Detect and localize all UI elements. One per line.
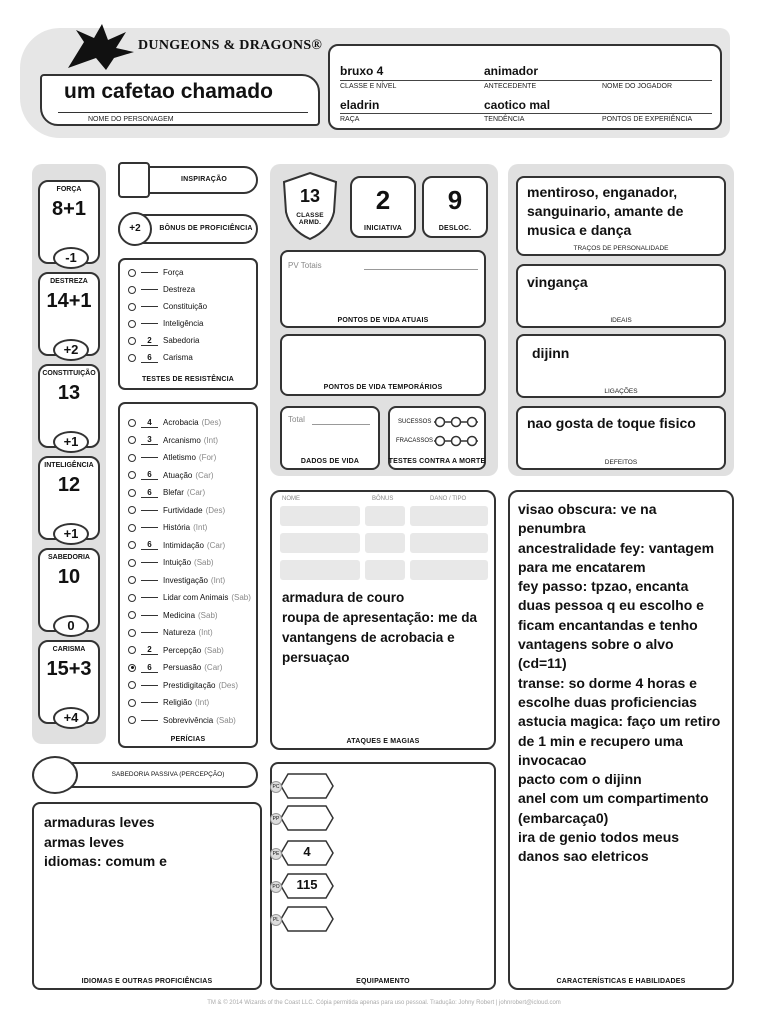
hit-dice-total-line xyxy=(312,424,370,425)
equipment-label: EQUIPAMENTO xyxy=(356,978,410,985)
armor-class-label: CLASSE ARMD. xyxy=(296,212,324,226)
proficiencies-label: IDIOMAS E OUTRAS PROFICIÊNCIAS xyxy=(81,978,213,985)
feature-line: danos sao eletricos xyxy=(518,848,649,865)
skill-row[interactable] xyxy=(128,484,205,501)
skill-name: Percepção xyxy=(163,645,202,655)
inspiration-value-box[interactable] xyxy=(118,162,150,198)
skill-name: Natureza xyxy=(163,628,196,637)
feature-line: pacto com o dijinn xyxy=(518,771,642,788)
attacks-notes[interactable] xyxy=(282,588,492,668)
skill-name: História xyxy=(163,523,191,532)
ability-modifier[interactable]: +1 xyxy=(53,523,89,545)
skills-box xyxy=(118,402,258,748)
skill-row[interactable] xyxy=(128,554,214,571)
initiative-label: INICIATIVA xyxy=(364,225,402,232)
skill-attr: (Car) xyxy=(204,663,223,672)
ability-modifier[interactable]: 0 xyxy=(53,615,89,637)
death-saves-label: TESTES CONTRA A MORTE xyxy=(388,458,486,465)
skill-attr: (Car) xyxy=(206,540,226,550)
trait-line: mentiroso, enganador, xyxy=(527,184,678,200)
saving-throw-value[interactable] xyxy=(141,323,158,324)
feature-line: ancestralidade fey: vantagem xyxy=(518,539,715,556)
proficiency-label: BÔNUS DE PROFICIÊNCIA xyxy=(159,225,253,232)
attack-bonus-cell[interactable] xyxy=(365,560,405,580)
skill-name: Atuação xyxy=(163,470,193,480)
character-name-label: NOME DO PERSONAGEM xyxy=(88,116,174,123)
ability-name: CONSTITUIÇÃO xyxy=(42,370,96,377)
skill-value[interactable]: 6 xyxy=(141,470,158,480)
skills-label: PERÍCIAS xyxy=(170,736,206,743)
skill-row[interactable] xyxy=(128,537,225,554)
attacks-col-damage: DANO / TIPO xyxy=(430,496,467,502)
ability-modifier[interactable]: +4 xyxy=(53,707,89,729)
proficiency-line: armaduras leves xyxy=(44,814,155,830)
background-value[interactable]: animador xyxy=(484,64,539,78)
attacks-note-line: persuaçao xyxy=(282,650,350,665)
ability-name: FORÇA xyxy=(56,186,82,193)
features-label: CARACTERÍSTICAS E HABILIDADES xyxy=(556,978,686,985)
coin-pe[interactable] xyxy=(272,840,334,866)
attacks-label: ATAQUES E MAGIAS xyxy=(346,738,420,745)
skill-value[interactable] xyxy=(141,527,158,528)
proficiency-dot[interactable] xyxy=(128,629,136,637)
skill-name: Furtividade xyxy=(163,505,203,515)
skill-row[interactable] xyxy=(128,694,209,711)
hp-max-line xyxy=(364,269,478,270)
attacks-col-name: NOME xyxy=(282,496,300,502)
attack-damage-cell[interactable] xyxy=(410,506,488,526)
feature-line: visao obscura: ve na xyxy=(518,501,657,517)
proficiency-dot[interactable] xyxy=(128,354,136,362)
skill-name: Blefar xyxy=(163,488,184,497)
skill-name: Medicina xyxy=(163,610,196,620)
ability-score[interactable]: 10 xyxy=(57,566,81,588)
feature-line: anel com um compartimento xyxy=(518,790,709,807)
proficiencies-text[interactable] xyxy=(44,813,254,872)
attacks-col-bonus: BÔNUS xyxy=(372,496,394,502)
attacks-note-line: vantangens de acrobacia e xyxy=(282,630,455,645)
skill-value[interactable]: 3 xyxy=(141,435,158,445)
attacks-note-line: roupa de apresentação: me da xyxy=(282,610,478,625)
trait-line: musica e dança xyxy=(527,222,632,238)
proficiency-dot[interactable] xyxy=(128,559,136,567)
skill-name: Intuição xyxy=(163,558,192,567)
attacks-note-line: armadura de couro xyxy=(282,590,405,605)
skill-attr: (Sab) xyxy=(216,715,236,725)
attack-bonus-cell[interactable] xyxy=(365,533,405,553)
skill-value[interactable] xyxy=(141,685,158,686)
bonds-value[interactable]: dijinn xyxy=(532,345,570,361)
saving-throw-name: Destreza xyxy=(163,285,196,294)
feature-line: (embarcaça0) xyxy=(518,809,609,826)
proficiency-dot[interactable] xyxy=(128,320,136,328)
skill-value[interactable] xyxy=(141,510,158,511)
saving-throw-name: Inteligência xyxy=(163,319,204,328)
attack-damage-cell[interactable] xyxy=(410,560,488,580)
race-label: RAÇA xyxy=(340,116,360,123)
ability-constitution xyxy=(38,364,100,448)
skill-name: Lidar com Animais xyxy=(163,593,229,602)
skill-row[interactable] xyxy=(128,572,225,589)
proficiency-dot[interactable] xyxy=(128,611,136,619)
proficiency-dot[interactable] xyxy=(128,269,136,277)
coin-label: PO xyxy=(270,881,282,893)
saving-throw-row[interactable] xyxy=(128,264,183,281)
proficiency-dot[interactable] xyxy=(128,506,136,514)
hp-max-label: PV Totais xyxy=(288,261,322,270)
personality-traits-text[interactable] xyxy=(527,183,723,240)
skill-attr: (Car) xyxy=(186,488,206,497)
saving-throw-row[interactable] xyxy=(128,332,199,349)
skill-value[interactable] xyxy=(141,632,158,633)
saving-throw-row[interactable] xyxy=(128,298,207,315)
skill-name: Atletismo xyxy=(163,453,196,462)
saving-throw-row[interactable] xyxy=(128,349,193,366)
attack-damage-cell[interactable] xyxy=(410,533,488,553)
trait-line: sanguinario, amante de xyxy=(527,203,684,219)
ability-intelligence xyxy=(38,456,100,540)
feature-line: (cd=11) xyxy=(518,655,567,672)
attack-bonus-cell[interactable] xyxy=(365,506,405,526)
ability-modifier[interactable]: -1 xyxy=(53,247,89,269)
skill-row[interactable] xyxy=(128,449,216,466)
dragon-logo-icon xyxy=(66,22,136,72)
class-level-label: CLASSE E NÍVEL xyxy=(340,83,397,90)
proficiency-dot[interactable] xyxy=(128,489,136,497)
feature-line: transe: so dorme 4 horas e xyxy=(518,674,697,691)
skill-row[interactable] xyxy=(128,502,225,519)
skill-attr: (Sab) xyxy=(198,610,218,620)
skill-name: Investigação xyxy=(163,575,208,585)
proficiency-line: armas leves xyxy=(44,833,125,850)
ability-score[interactable]: 15+3 xyxy=(46,658,92,680)
coin-pc[interactable] xyxy=(272,773,334,799)
proficiency-dot[interactable] xyxy=(128,524,136,532)
saving-throw-name: Força xyxy=(163,268,184,277)
skill-row[interactable] xyxy=(128,589,251,606)
ideals-value[interactable]: vingança xyxy=(527,274,588,290)
flaws-value[interactable]: nao gosta de toque fisico xyxy=(527,415,696,431)
flaws-label: DEFEITOS xyxy=(604,459,638,466)
skill-value[interactable]: 4 xyxy=(141,418,158,428)
proficiency-dot[interactable] xyxy=(128,576,136,584)
skill-name: Sobrevivência xyxy=(163,715,214,725)
feature-line: escolhe duas proficiencias xyxy=(518,693,697,710)
skill-attr: (Des) xyxy=(201,418,222,427)
skill-value[interactable] xyxy=(141,457,158,458)
skill-row[interactable] xyxy=(128,642,224,659)
feature-line: ira de genio todos meus xyxy=(518,829,680,846)
failure-circles-icon[interactable] xyxy=(434,434,478,452)
ability-wisdom xyxy=(38,548,100,632)
coin-value[interactable]: 4 xyxy=(303,844,311,859)
failures-label: FRACASSOS xyxy=(396,438,434,444)
skill-row[interactable] xyxy=(128,607,218,624)
inspiration-label: INSPIRAÇÃO xyxy=(181,176,227,183)
skill-name: Religião xyxy=(163,698,192,707)
saving-throw-row[interactable] xyxy=(128,315,203,332)
successes-label: SUCESSOS xyxy=(398,419,432,425)
speed-value[interactable]: 9 xyxy=(447,185,463,215)
skill-row[interactable] xyxy=(128,467,214,484)
skill-attr: (Int) xyxy=(198,628,213,637)
proficiency-dot[interactable] xyxy=(128,646,136,654)
feature-line: penumbra xyxy=(518,520,586,537)
passive-wisdom-label: SABEDORIA PASSIVA (PERCEPÇÃO) xyxy=(111,771,225,778)
character-name-underline xyxy=(58,112,308,113)
skill-value[interactable] xyxy=(141,720,158,721)
proficiency-dot[interactable] xyxy=(128,664,136,672)
skill-attr: (Int) xyxy=(194,698,210,707)
coin-pl[interactable] xyxy=(272,906,334,932)
proficiency-dot[interactable] xyxy=(128,436,136,444)
skill-attr: (Sab) xyxy=(231,593,251,602)
skill-attr: (Des) xyxy=(205,505,226,515)
proficiency-dot[interactable] xyxy=(128,541,136,549)
coin-value[interactable]: 115 xyxy=(296,877,318,892)
footer-copyright: TM & © 2014 Wizards of the Coast LLC. Cópia permitida apenas para uso pessoal. Tradução: Johny Robert | johnrobert@icloud.com xyxy=(207,1000,561,1006)
race-value[interactable]: eladrin xyxy=(340,98,380,112)
passive-wisdom-value[interactable] xyxy=(32,756,78,794)
skill-row[interactable] xyxy=(128,519,207,536)
features-text[interactable] xyxy=(518,500,730,867)
attack-name-cell[interactable] xyxy=(280,560,360,580)
proficiency-dot[interactable] xyxy=(128,594,136,602)
speed-label: DESLOC. xyxy=(438,225,472,232)
alignment-value[interactable]: caotico mal xyxy=(484,98,551,112)
ability-score[interactable]: 13 xyxy=(57,382,81,404)
skill-name: Prestidigitação xyxy=(163,680,216,690)
ability-charisma xyxy=(38,640,100,724)
row2-underline xyxy=(340,113,712,114)
logo-text: DUNGEONS & DRAGONS® xyxy=(138,38,323,53)
skill-attr: (Int) xyxy=(203,435,219,445)
proficiency-dot[interactable] xyxy=(128,419,136,427)
skill-name: Persuasão xyxy=(163,663,202,672)
skill-attr: (Sab) xyxy=(204,645,224,655)
player-name-label: NOME DO JOGADOR xyxy=(602,83,673,90)
saving-throw-value[interactable] xyxy=(141,306,158,307)
skill-value[interactable] xyxy=(141,615,158,616)
bonds-label: LIGAÇÕES xyxy=(604,388,638,395)
ability-name: SABEDORIA xyxy=(47,554,90,561)
skill-row[interactable] xyxy=(128,677,238,694)
skill-value[interactable] xyxy=(141,580,158,581)
ability-dexterity xyxy=(38,272,100,356)
coin-label: PC xyxy=(270,781,282,793)
proficiency-dot[interactable] xyxy=(128,454,136,462)
ability-modifier[interactable]: +1 xyxy=(53,431,89,453)
ability-name: CARISMA xyxy=(52,646,86,653)
feature-line: ficam encantandas e tenho xyxy=(518,616,698,633)
feature-line: astucia magica: faço um retiro xyxy=(518,713,721,730)
feature-line: de 1 min e recupero uma xyxy=(518,732,683,749)
coin-pp[interactable] xyxy=(272,805,334,831)
xp-label: PONTOS DE EXPERIÊNCIA xyxy=(602,116,693,123)
skill-row[interactable] xyxy=(128,414,221,431)
skill-attr: (Sab) xyxy=(194,558,214,567)
ability-name: DESTREZA xyxy=(50,278,88,285)
feature-line: fey passo: tpzao, encanta xyxy=(518,578,689,595)
skill-attr: (Car) xyxy=(195,470,214,480)
saving-throws-box xyxy=(118,258,258,390)
background-label: ANTECEDENTE xyxy=(484,83,537,90)
proficiency-dot[interactable] xyxy=(128,716,136,724)
ideals-label: IDEAIS xyxy=(610,317,632,324)
success-circles-icon[interactable] xyxy=(434,415,478,433)
coin-label: PE xyxy=(270,848,282,860)
proficiency-dot[interactable] xyxy=(128,303,136,311)
hit-dice-total-label: Total xyxy=(288,415,305,424)
saving-throw-value[interactable] xyxy=(141,289,158,290)
skill-value[interactable]: 6 xyxy=(141,540,158,550)
proficiency-value[interactable]: +2 xyxy=(118,212,152,246)
skill-attr: (Des) xyxy=(218,680,239,690)
saving-throws-label: TESTES DE RESISTÊNCIA xyxy=(141,376,235,383)
ability-name: INTELIGÊNCIA xyxy=(44,462,94,469)
skill-row[interactable] xyxy=(128,624,213,641)
saving-throw-name: Carisma xyxy=(163,353,193,362)
ability-score[interactable]: 12 xyxy=(57,474,81,496)
feature-line: vantagens sobre o alvo xyxy=(518,636,674,653)
initiative-value[interactable]: 2 xyxy=(375,185,391,215)
saving-throw-row[interactable] xyxy=(128,281,195,298)
skill-value[interactable] xyxy=(141,702,158,703)
personality-traits-label: TRAÇOS DE PERSONALIDADE xyxy=(573,245,669,252)
proficiency-dot[interactable] xyxy=(128,337,136,345)
attack-name-cell[interactable] xyxy=(280,533,360,553)
proficiency-line: idiomas: comum e xyxy=(44,853,167,869)
skill-name: Arcanismo xyxy=(163,435,201,445)
feature-line: invocacao xyxy=(518,751,587,768)
skill-value[interactable]: 6 xyxy=(141,488,158,498)
skill-name: Intimidação xyxy=(163,540,204,550)
coin-po[interactable] xyxy=(272,873,334,899)
saving-throw-value[interactable]: 2 xyxy=(141,336,158,346)
ability-score[interactable]: 8+1 xyxy=(52,198,86,220)
saving-throw-value[interactable]: 6 xyxy=(141,353,158,363)
class-level-value[interactable]: bruxo 4 xyxy=(340,64,384,78)
coin-label: PP xyxy=(270,813,282,825)
skill-value[interactable]: 6 xyxy=(141,663,158,673)
row1-underline xyxy=(340,80,712,81)
skill-value[interactable] xyxy=(141,597,158,598)
proficiency-dot[interactable] xyxy=(128,286,136,294)
coin-label: PL xyxy=(270,914,282,926)
alignment-label: TENDÊNCIA xyxy=(484,116,525,123)
skill-row[interactable] xyxy=(128,432,218,449)
skill-row[interactable] xyxy=(128,712,236,729)
feature-line: duas pessoa q eu escolho e xyxy=(518,597,704,614)
attack-name-cell[interactable] xyxy=(280,506,360,526)
hp-current-label: PONTOS DE VIDA ATUAIS xyxy=(337,317,429,324)
ability-strength xyxy=(38,180,100,264)
hit-dice-label: DADOS DE VIDA xyxy=(300,458,360,465)
skill-value[interactable] xyxy=(141,562,158,563)
saving-throw-value[interactable] xyxy=(141,272,158,273)
skill-name: Acrobacia xyxy=(163,418,199,427)
hp-temp-label: PONTOS DE VIDA TEMPORÁRIOS xyxy=(323,384,443,391)
proficiency-dot[interactable] xyxy=(128,699,136,707)
character-name-value[interactable]: um cafetao chamado xyxy=(64,80,273,103)
proficiency-dot[interactable] xyxy=(128,681,136,689)
proficiency-dot[interactable] xyxy=(128,471,136,479)
saving-throw-name: Sabedoria xyxy=(163,336,200,345)
feature-line: para me encatarem xyxy=(518,558,646,575)
armor-class-value[interactable]: 13 xyxy=(299,186,321,206)
skill-attr: (Int) xyxy=(210,575,226,585)
skill-row[interactable] xyxy=(128,659,222,676)
ability-modifier[interactable]: +2 xyxy=(53,339,89,361)
skill-value[interactable]: 2 xyxy=(141,645,158,655)
skill-attr: (Int) xyxy=(193,523,208,532)
saving-throw-name: Constituição xyxy=(163,302,208,311)
skill-attr: (For) xyxy=(198,453,217,462)
ability-score[interactable]: 14+1 xyxy=(46,290,92,312)
